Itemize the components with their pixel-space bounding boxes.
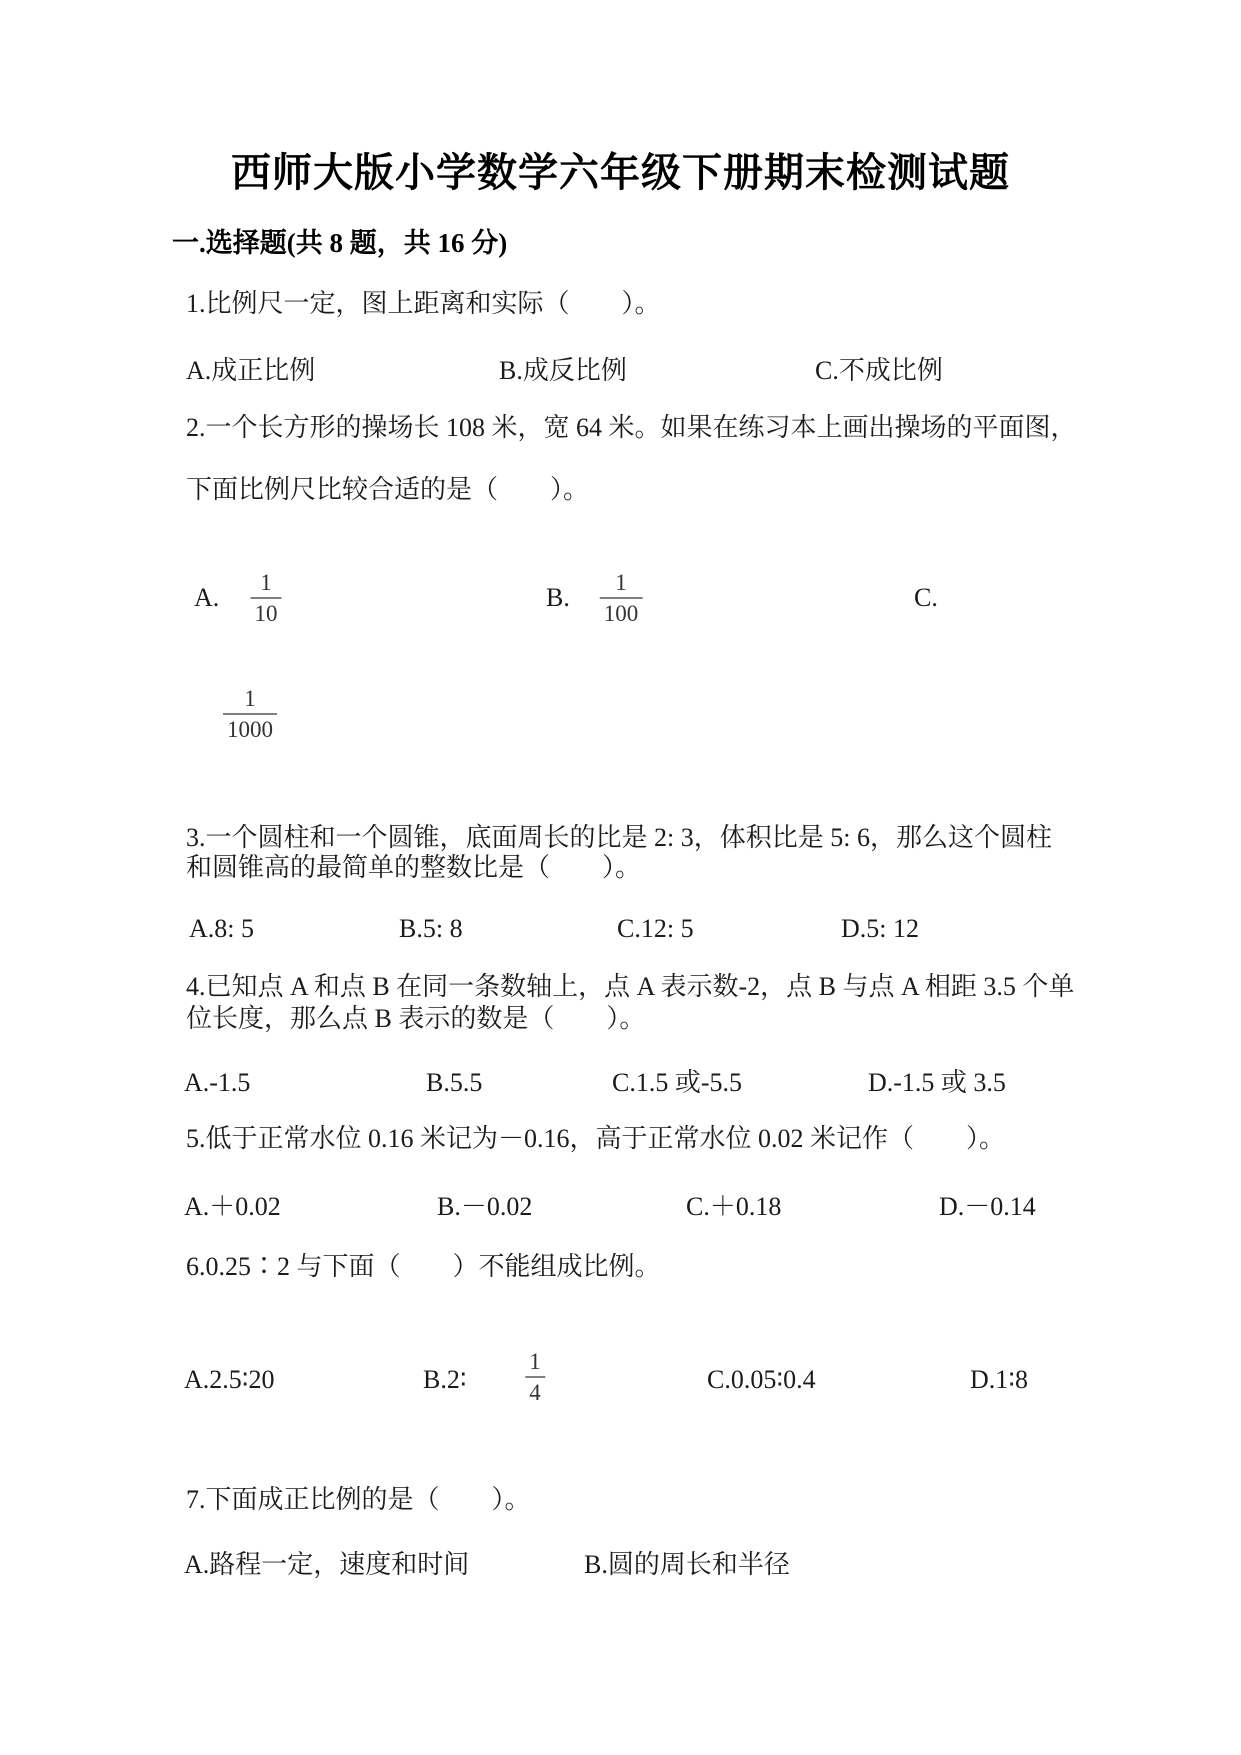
q4-text-line2: 位长度，那么点 B 表示的数是（ ）。 xyxy=(186,1004,646,1033)
q5-text: 5.低于正常水位 0.16 米记为－0.16，高于正常水位 0.02 米记作（ ）。 xyxy=(186,1124,1006,1153)
q2-fraction-b-numerator: 1 xyxy=(615,570,627,595)
q3-option-b: B.5: 8 xyxy=(399,914,463,943)
q3-option-a: A.8: 5 xyxy=(189,914,254,943)
q3-text-line1: 3.一个圆柱和一个圆锥，底面周长的比是 2: 3，体积比是 5: 6，那么这个圆柱 xyxy=(186,823,1052,852)
page-title: 西师大版小学数学六年级下册期末检测试题 xyxy=(231,150,1010,195)
q5-option-b: B.－0.02 xyxy=(437,1192,533,1221)
q3-option-d: D.5: 12 xyxy=(841,914,919,943)
q5-option-c: C.＋0.18 xyxy=(686,1192,782,1221)
q2-option-c-label: C. xyxy=(914,583,938,612)
q2-option-a-label: A. xyxy=(194,583,220,612)
q2-fraction-a-numerator: 1 xyxy=(260,570,272,595)
q2-option-b-fraction xyxy=(600,570,643,627)
q6-text: 6.0.25∶2 与下面（ ）不能组成比例。 xyxy=(186,1252,661,1281)
q2-option-a-fraction xyxy=(251,570,282,627)
section-heading: 一.选择题(共 8 题，共 16 分) xyxy=(172,228,508,258)
q2-option-b-label: B. xyxy=(546,583,570,612)
q2-fraction-c-numerator: 1 xyxy=(244,686,256,711)
q4-option-a: A.-1.5 xyxy=(184,1068,251,1097)
q4-option-b: B.5.5 xyxy=(426,1068,483,1097)
q6-fraction-b-denominator: 4 xyxy=(525,1376,545,1405)
q2-text-line1: 2.一个长方形的操场长 108 米，宽 64 米。如果在练习本上画出操场的平面图， xyxy=(186,413,1077,442)
q7-text: 7.下面成正比例的是（ ）。 xyxy=(186,1485,531,1514)
q4-option-c: C.1.5 或-5.5 xyxy=(612,1068,743,1097)
q6-option-b-label: B.2∶ xyxy=(423,1365,467,1394)
q6-option-a: A.2.5∶20 xyxy=(184,1365,275,1394)
q1-text: 1.比例尺一定，图上距离和实际（ ）。 xyxy=(186,289,661,318)
q4-text-line1: 4.已知点 A 和点 B 在同一条数轴上，点 A 表示数-2，点 B 与点 A 相距 3.5 个单 xyxy=(186,972,1075,1001)
q6-fraction-b-numerator: 1 xyxy=(529,1349,541,1374)
q3-text-line2: 和圆锥高的最简单的整数比是（ ）。 xyxy=(186,853,642,882)
q1-option-b: B.成反比例 xyxy=(499,356,627,385)
q1-option-c: C.不成比例 xyxy=(815,356,943,385)
q7-option-a: A.路程一定，速度和时间 xyxy=(184,1550,470,1579)
q2-fraction-b-denominator: 100 xyxy=(600,597,643,626)
q6-option-b-fraction xyxy=(525,1349,545,1406)
q6-option-c: C.0.05∶0.4 xyxy=(707,1365,816,1394)
q2-option-c-fraction xyxy=(223,686,277,743)
q1-option-a: A.成正比例 xyxy=(186,356,316,385)
q2-text-line2: 下面比例尺比较合适的是（ ）。 xyxy=(186,475,590,504)
q4-option-d: D.-1.5 或 3.5 xyxy=(868,1068,1006,1097)
q6-option-d: D.1∶8 xyxy=(970,1365,1029,1394)
q2-fraction-a-denominator: 10 xyxy=(251,597,282,626)
q5-option-a: A.＋0.02 xyxy=(184,1192,281,1221)
q7-option-b: B.圆的周长和半径 xyxy=(584,1550,790,1579)
q2-fraction-c-denominator: 1000 xyxy=(223,713,277,742)
q5-option-d: D.－0.14 xyxy=(939,1192,1036,1221)
q3-option-c: C.12: 5 xyxy=(617,914,694,943)
